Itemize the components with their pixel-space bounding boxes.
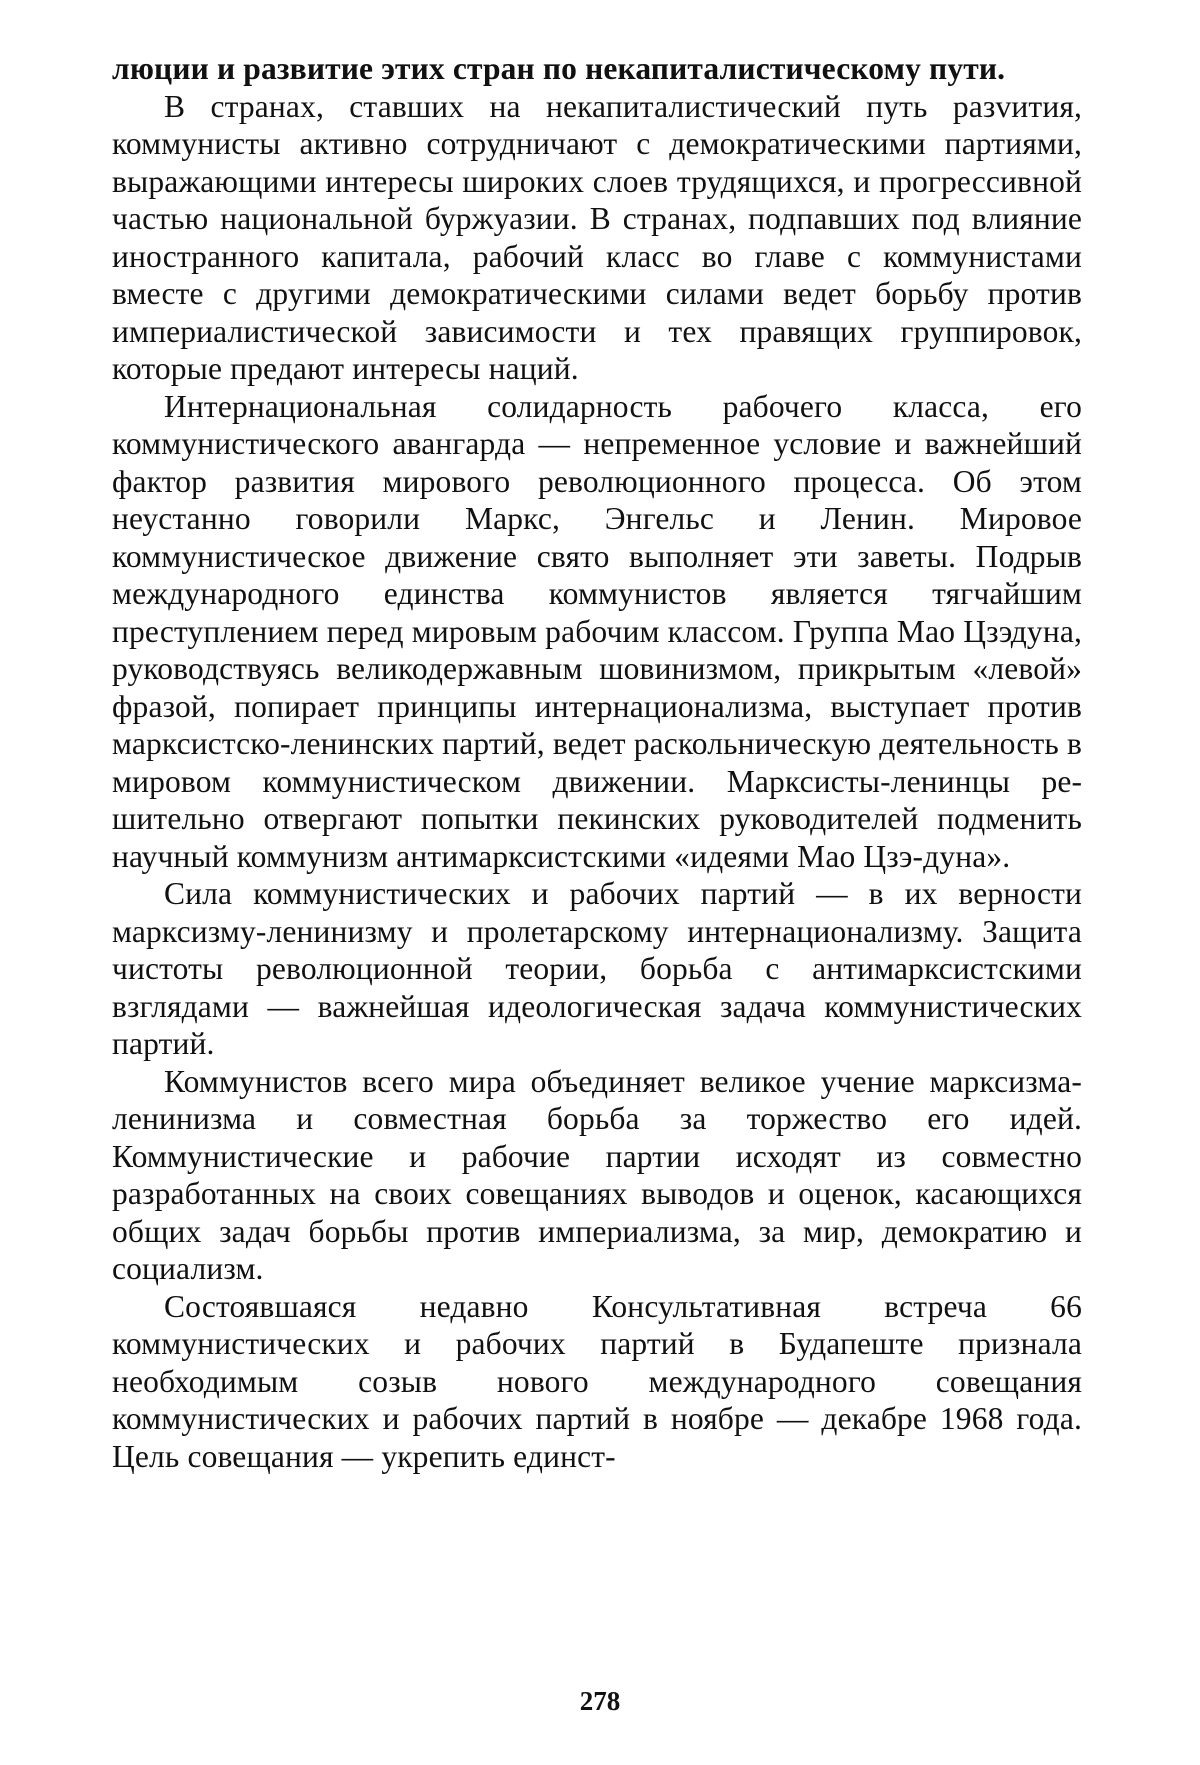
paragraph-strength-of-parties: Сила коммунистических и рабочих партий — в их верности марксизму-ленинизму и пролетарскому интернационализму. Защита чистоты революционной теории, борьба с антимарксистскими взглядами — важнейшая идеологическая задача коммунистических партий. <box>112 876 1082 1061</box>
paragraph-international-solidarity: Интернациональная солидарность рабочего класса, его коммунистического авангарда — непременное условие и важнейший фактор развития мирового революционного процесса. Об этом неустанно говорили Маркс, Энгельс и Ленин. Мировое коммунистическое движение свято выполняет эти заветы. Подрыв международного единства коммунистов является тягчайшим преступлением перед мировым рабочим классом. Группа Мао Цзэдуна, руководствуясь великодержавным шовинизмом, прикрытым «левой» фразой, попирает принципы интернационализма, выступает против марксистско-ленинских партий, ведет раскольническую деятельность в мировом коммунистическом движении. Марксисты-ленинцы решительно отвергают попытки пекинских руководителей подменить научный коммунизм антимарксистскими «идеями Мао Цзэ-дуна». <box>112 388 1082 874</box>
page-number: 278 <box>579 1686 621 1716</box>
paragraph-noncapitalist-path: В странах, ставших на некапиталистический путь разvития, коммунисты активно сотрудничают с демократическими партиями, выражающими интересы широких слоев трудящихся, и прогрессивной частью национальной буржуазии. В странах, подпавших под влияние иностранного капитала, рабочий класс во главе с коммунистами вместе с другими демократическими силами ведет борьбу против империалистической зависимости и тех правящих группировок, которые предают интересы наций. <box>112 88 1082 386</box>
paragraph-budapest-meeting: Состоявшаяся недавно Консультативная встреча 66 коммунистических и рабочих партий в Будапеште признала необходимым созыв нового международного совещания коммунистических и рабочих партий в ноябре — декабре 1968 года. Цель совещания — укрепить единст- <box>112 1288 1082 1474</box>
page-body <box>112 50 1082 1475</box>
paragraph-communists-united: Коммунистов всего мира объединяет великое учение марксизма-ленинизма и совместная борьба за торжество его идей. Коммунистические и рабочие партии исходят из совместно разработанных на своих совещаниях выводов и оценок, касающихся общих задач борьбы против империализма, за мир, демократию и социализм. <box>112 1063 1082 1286</box>
paragraph-continuation: люции и развитие этих стран по некапиталистическому пути. <box>112 51 1006 86</box>
